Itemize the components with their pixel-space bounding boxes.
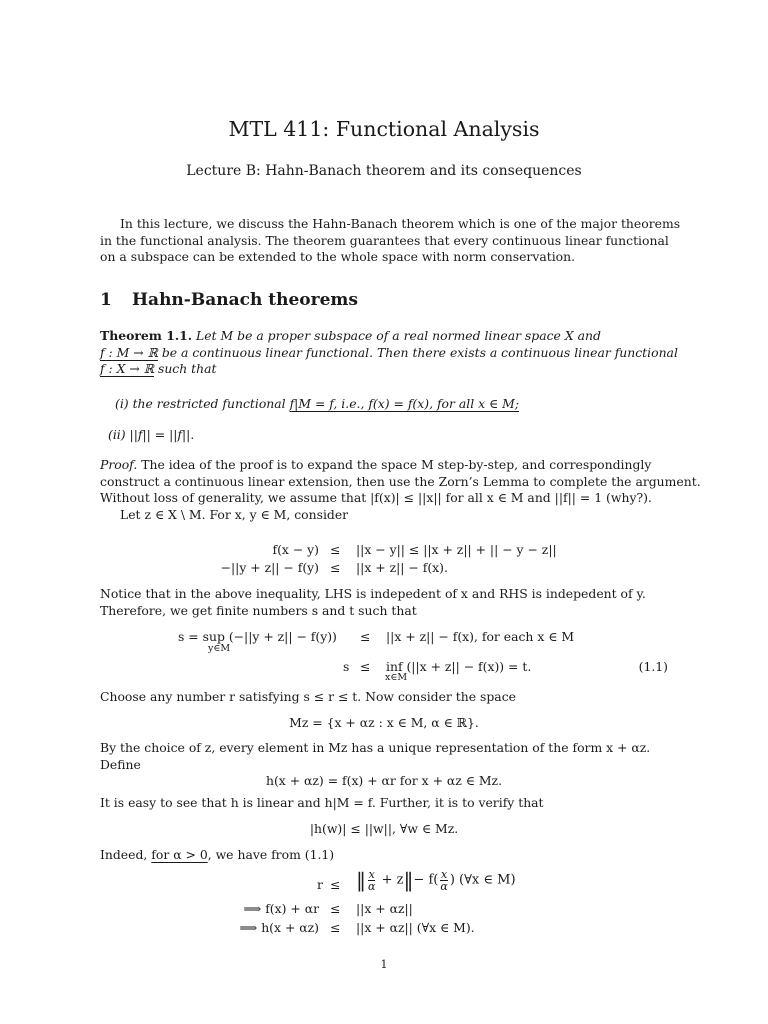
imp1-le: ≤ [330,901,341,916]
page-number: 1 [380,958,388,971]
item-i-condition: f|M = f, i.e., f(x) = f(x), for all x ∈ M; [289,396,520,411]
imp2-lhs: ⟹ h(x + αz) [239,920,319,935]
eq1-rhs: ||x − y|| ≤ ||x + z|| + || − y − z|| [356,542,557,557]
proof-line: The idea of the proof is to expand the space M step-by-step, and correspondingly [137,457,652,472]
theorem-line-2: be a continuous linear functional. Then there exists a continuous linear functional [157,344,678,360]
eq2-rhs: ||x + z|| − f(x). [356,560,448,575]
sup-le: ≤ [360,629,371,644]
bychoice-line: By the choice of z, every element in Mz has a unique representation of the form x + αz. [100,740,651,755]
proof-label: Proof. [100,457,138,472]
x-over-alpha-fraction: $\frac{x}{\alpha}$ [368,867,376,893]
lecture-subtitle: Lecture B: Hahn-Banach theorem and its consequences [186,163,582,179]
equation-tag: (1.1) [638,659,668,674]
inf-le: ≤ [360,659,371,674]
proof-paragraph [100,457,701,523]
section-title: Hahn-Banach theorems [132,290,358,310]
define-line: Define [100,756,141,772]
mz-definition: Mz = {x + αz : x ∈ M, α ∈ ℝ}. [289,715,479,730]
theorem-line-1: Let M be a proper subspace of a real normed linear space X and [196,328,601,343]
theorem-block [100,328,678,378]
imp2-le: ≤ [330,920,341,935]
r-line-le: ≤ [330,877,341,892]
alpha-positive-condition: for α > 0 [151,847,208,862]
item-i-prefix: (i) the restricted functional [115,396,290,411]
imp1-lhs: ⟹ f(x) + αr [243,901,319,916]
proof-let-line: Let z ∈ X \ M. For x, y ∈ M, consider [120,506,349,522]
theorem-map-ftilde: f : X → ℝ [100,361,155,377]
theorem-item-i [115,396,519,411]
inf-lhs: s [343,659,350,674]
r-line-lhs: r [317,877,323,892]
sup-lhs: s = sup (−||y + z|| − f(y)) [178,629,337,644]
intro-line: In this lecture, we discuss the Hahn-Banach theorem which is one of the major theorems [120,216,681,231]
theorem-label: Theorem 1.1. [100,328,193,343]
sup-rhs: ||x + z|| − f(x), for each x ∈ M [386,629,575,644]
document-title: MTL 411: Functional Analysis [228,117,540,141]
notice-line: Notice that in the above inequality, LHS is indepedent of x and RHS is indepedent of y. [100,586,646,601]
proof-line: construct a continuous linear extension, then use the Zorn’s Lemma to complete the argument. [100,473,701,489]
imp2-rhs: ||x + αz|| (∀x ∈ M). [356,920,475,935]
theorem-map-f: f : M → ℝ [100,344,158,360]
sup-subscript: y∈M [208,643,231,654]
choose-line: Choose any number r satisfying s ≤ r ≤ t. Now consider the space [100,689,516,704]
bychoice-paragraph [100,740,668,773]
theorem-line-3: such that [154,361,217,377]
intro-line: in the functional analysis. The theorem guarantees that every continuous linear functional [100,232,669,248]
h-bound: |h(w)| ≤ ||w||, ∀w ∈ Mz. [309,821,459,836]
section-number: 1 [100,290,112,310]
intro-line: on a subspace can be extended to the whole space with norm conservation. [100,249,576,265]
intro-paragraph [100,216,681,266]
eq1-lhs: f(x − y) [272,542,319,557]
inf-rhs: inf (||x + z|| − f(x)) = t. [386,659,532,674]
eq2-lhs: −||y + z|| − f(y) [220,560,319,575]
eq1-le: ≤ [330,542,341,557]
eq2-le: ≤ [330,560,341,575]
h-definition: h(x + αz) = f(x) + αr for x + αz ∈ Mz. [265,773,503,788]
indeed-line: Indeed, for α > 0, we have from (1.1) [100,847,335,862]
section-heading [100,290,358,310]
notice-paragraph [100,586,668,619]
imp1-rhs: ||x + αz|| [356,901,413,916]
notice-line: Therefore, we get finite numbers s and t such that [100,602,417,618]
proof-line: Without loss of generality, we assume that |f(x)| ≤ ||x|| for all x ∈ M and ||f|| = 1 (why?). [100,490,652,506]
theorem-item-ii: (ii) ||f|| = ||f||. [108,427,195,442]
easy-line: It is easy to see that h is linear and h|M = f. Further, it is to verify that [100,795,544,810]
inf-subscript: x∈M [385,672,408,683]
r-line-norm: ‖ $\frac{x}{\alpha}$ + z‖− f( $\frac{x}{\alpha}$ ) (∀x ∈ M) [356,867,516,893]
